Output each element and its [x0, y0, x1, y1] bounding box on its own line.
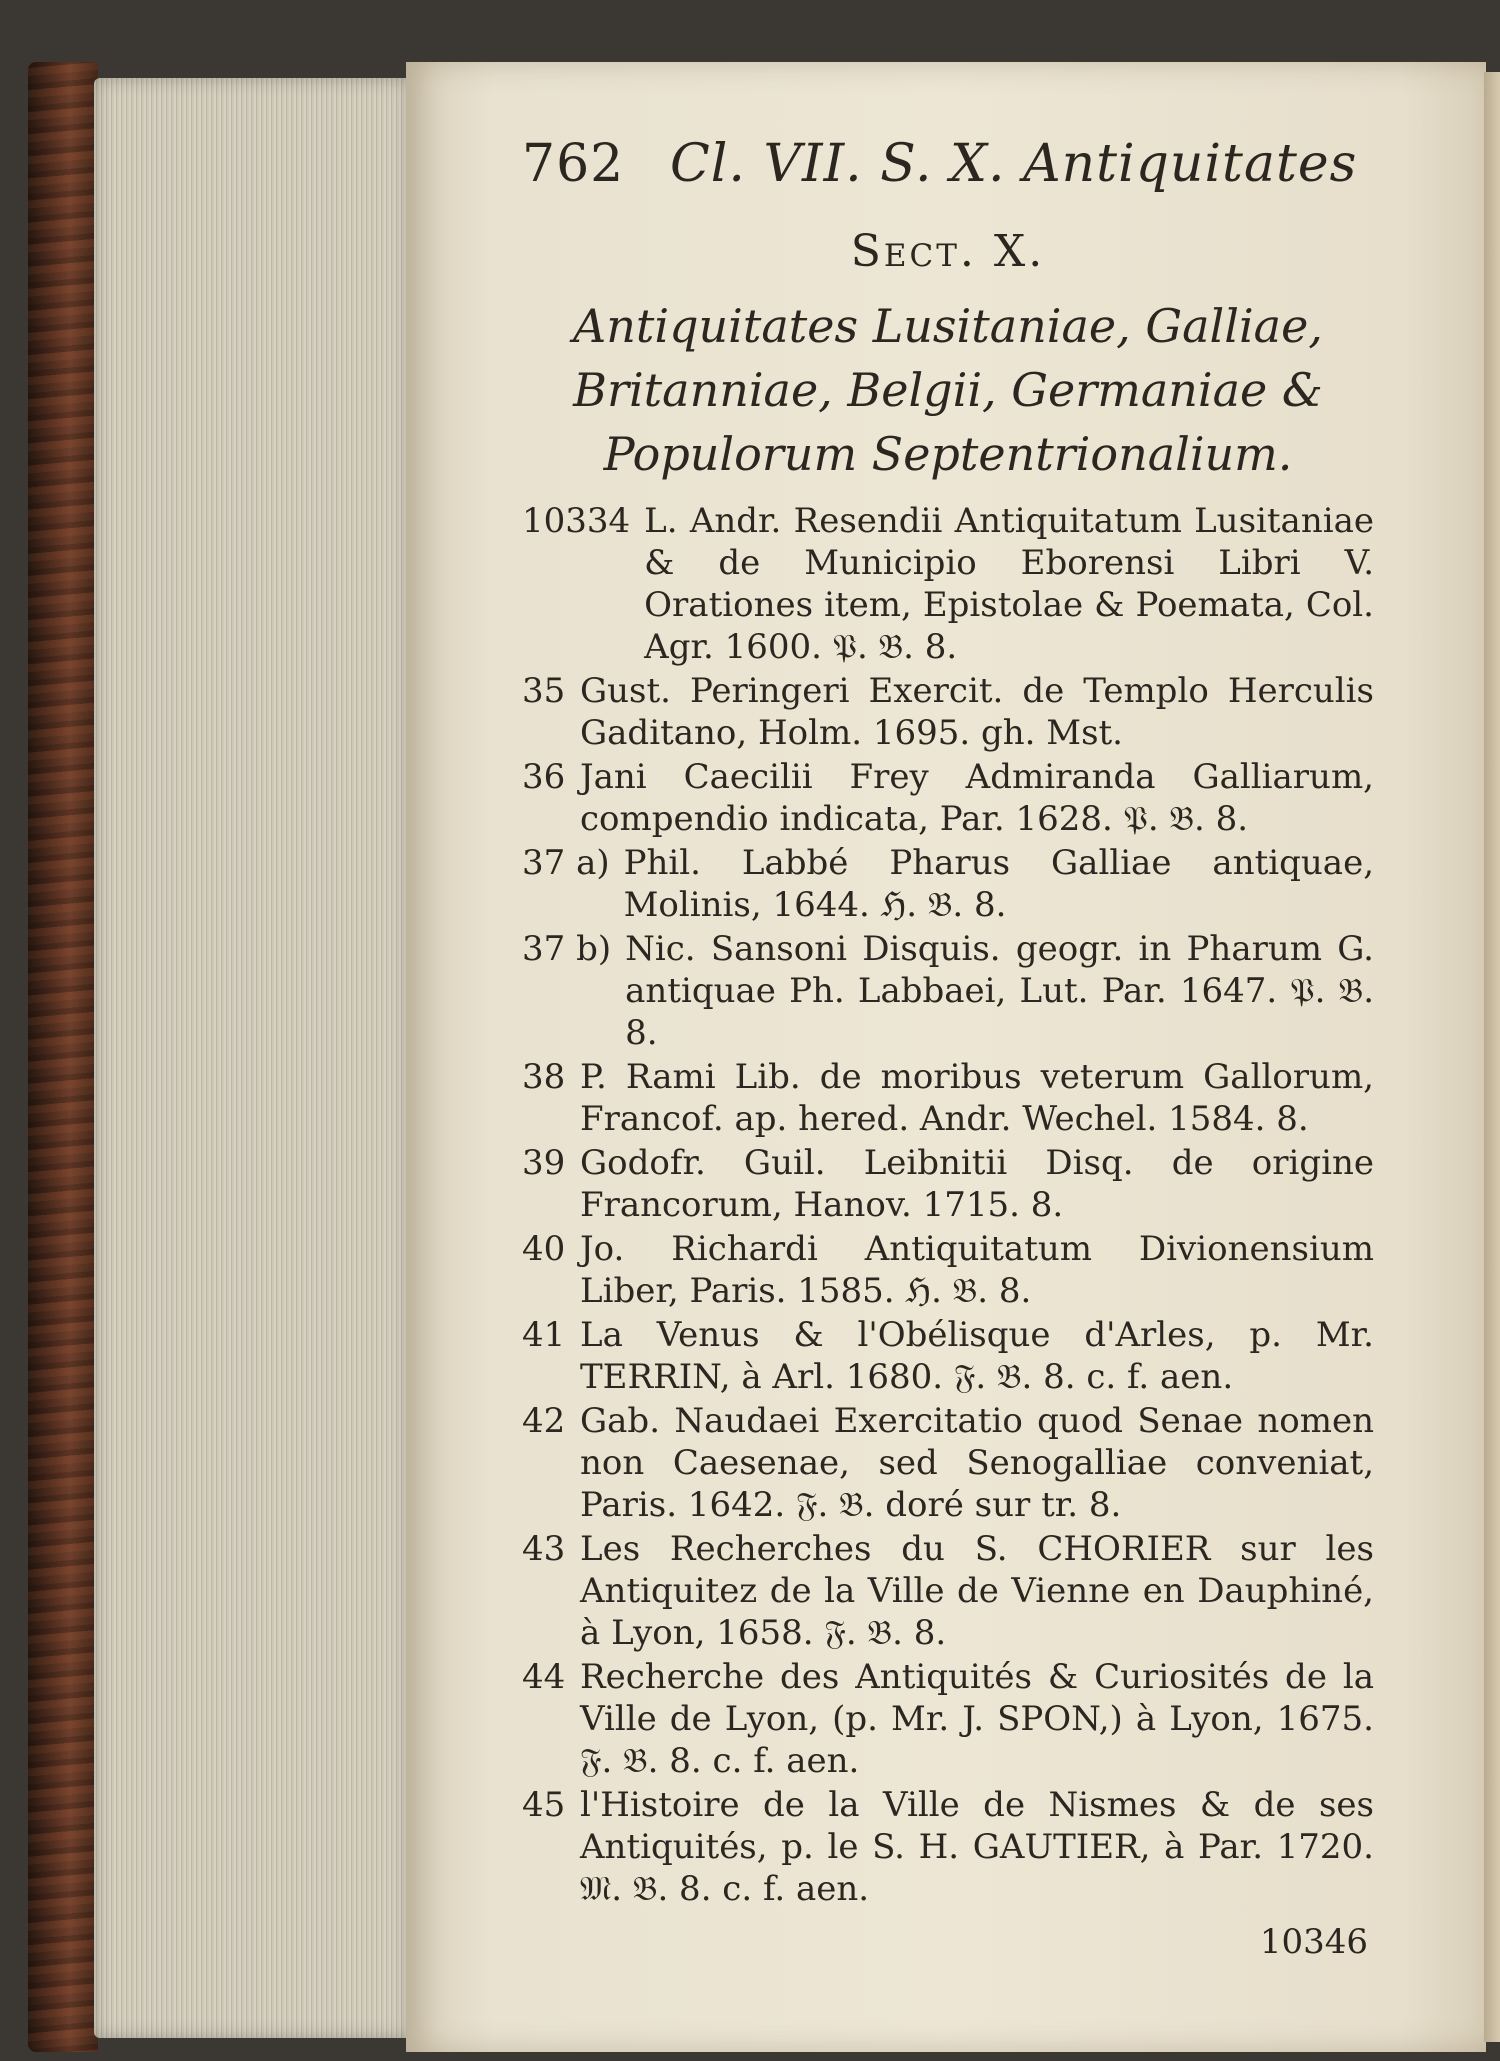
- entry-text: Jo. Richardi Antiquitatum Divionensium Liber, Paris. 1585. ℌ. 𝔅. 8.: [580, 1229, 1374, 1311]
- catalogue-entry: [522, 1142, 1374, 1226]
- entry-text: Gab. Naudaei Exercitatio quod Senae nomen non Caesenae, sed Senogalliae conveniat, Paris. 1642. 𝔉. 𝔅. doré sur tr. 8.: [580, 1401, 1374, 1525]
- entry-number: 39: [522, 1143, 566, 1183]
- catalogue-entries: [522, 500, 1374, 1910]
- entry-text: P. Rami Lib. de moribus veterum Gallorum, Francof. ap. hered. Andr. Wechel. 1584. 8.: [580, 1057, 1374, 1139]
- entry-number: 45: [522, 1785, 566, 1825]
- page-text: [522, 128, 1374, 1962]
- catalogue-entry: [522, 1784, 1374, 1910]
- entry-number: 40: [522, 1229, 566, 1269]
- entry-number: 38: [522, 1057, 566, 1097]
- page-edges: [94, 78, 410, 2038]
- catalogue-entry: [522, 1314, 1374, 1398]
- entry-number: 43: [522, 1529, 566, 1569]
- entry-text: Nic. Sansoni Disquis. geogr. in Pharum G. antiquae Ph. Labbaei, Lut. Par. 1647. 𝔓. 𝔅. 8.: [625, 929, 1374, 1053]
- catalogue-entry: [522, 1528, 1374, 1654]
- catalogue-entry: [522, 928, 1374, 1054]
- running-title: Cl. VII. S. X. Antiquitates: [670, 134, 1358, 194]
- catalogue-entry: [522, 1056, 1374, 1140]
- catalogue-entry: [522, 756, 1374, 840]
- section-heading: Antiquitates Lusitaniae, Galliae, Britanniae, Belgii, Germaniae & Populorum Septentrionalium.: [573, 299, 1323, 481]
- entry-number: 41: [522, 1315, 566, 1355]
- catalogue-entry: [522, 500, 1374, 668]
- catalogue-entry: [522, 670, 1374, 754]
- entry-number: 37 b): [522, 929, 612, 969]
- entry-text: Recherche des Antiquités & Curiosités de la Ville de Lyon, (p. Mr. J. SPON,) à Lyon, 1675. 𝔉. 𝔅. 8. c. f. aen.: [580, 1657, 1374, 1781]
- section-label: Sect. X.: [850, 226, 1046, 277]
- entry-text: La Venus & l'Obélisque d'Arles, p. Mr. TERRIN, à Arl. 1680. 𝔉. 𝔅. 8. c. f. aen.: [580, 1315, 1374, 1397]
- entry-number: 36: [522, 757, 566, 797]
- entry-number: 35: [522, 671, 566, 711]
- entry-number: 10334: [522, 501, 631, 541]
- catalogue-entry: [522, 842, 1374, 926]
- running-head: [522, 128, 1374, 208]
- entry-number: 42: [522, 1401, 566, 1441]
- catalogue-entry: [522, 1656, 1374, 1782]
- entry-number: 37 a): [522, 843, 610, 883]
- catalogue-entry: [522, 1400, 1374, 1526]
- entry-number: 44: [522, 1657, 566, 1697]
- page-number: 762: [522, 134, 625, 194]
- entry-text: Gust. Peringeri Exercit. de Templo Herculis Gaditano, Holm. 1695. gh. Mst.: [580, 671, 1374, 753]
- entry-text: Godofr. Guil. Leibnitii Disq. de origine Francorum, Hanov. 1715. 8.: [580, 1143, 1374, 1225]
- catchword: 10346: [1259, 1922, 1368, 1962]
- catalogue-entry: [522, 1228, 1374, 1312]
- entry-text: l'Histoire de la Ville de Nismes & de ses Antiquités, p. le S. H. GAUTIER, à Par. 1720. 𝔐. 𝔅. 8. c. f. aen.: [580, 1785, 1374, 1909]
- entry-text: L. Andr. Resendii Antiquitatum Lusitaniae & de Municipio Eborensi Libri V. Orationes item, Epistolae & Poemata, Col. Agr. 1600. 𝔓. 𝔅. 8.: [644, 501, 1374, 667]
- facing-page-edge: [1484, 72, 1500, 2042]
- entry-text: Phil. Labbé Pharus Galliae antiquae, Molinis, 1644. ℌ. 𝔅. 8.: [623, 843, 1374, 925]
- book-spine: [28, 62, 98, 2052]
- entry-text: Les Recherches du S. CHORIER sur les Antiquitez de la Ville de Vienne en Dauphiné, à Lyon, 1658. 𝔉. 𝔅. 8.: [580, 1529, 1374, 1653]
- entry-text: Jani Caecilii Frey Admiranda Galliarum, compendio indicata, Par. 1628. 𝔓. 𝔅. 8.: [580, 757, 1374, 839]
